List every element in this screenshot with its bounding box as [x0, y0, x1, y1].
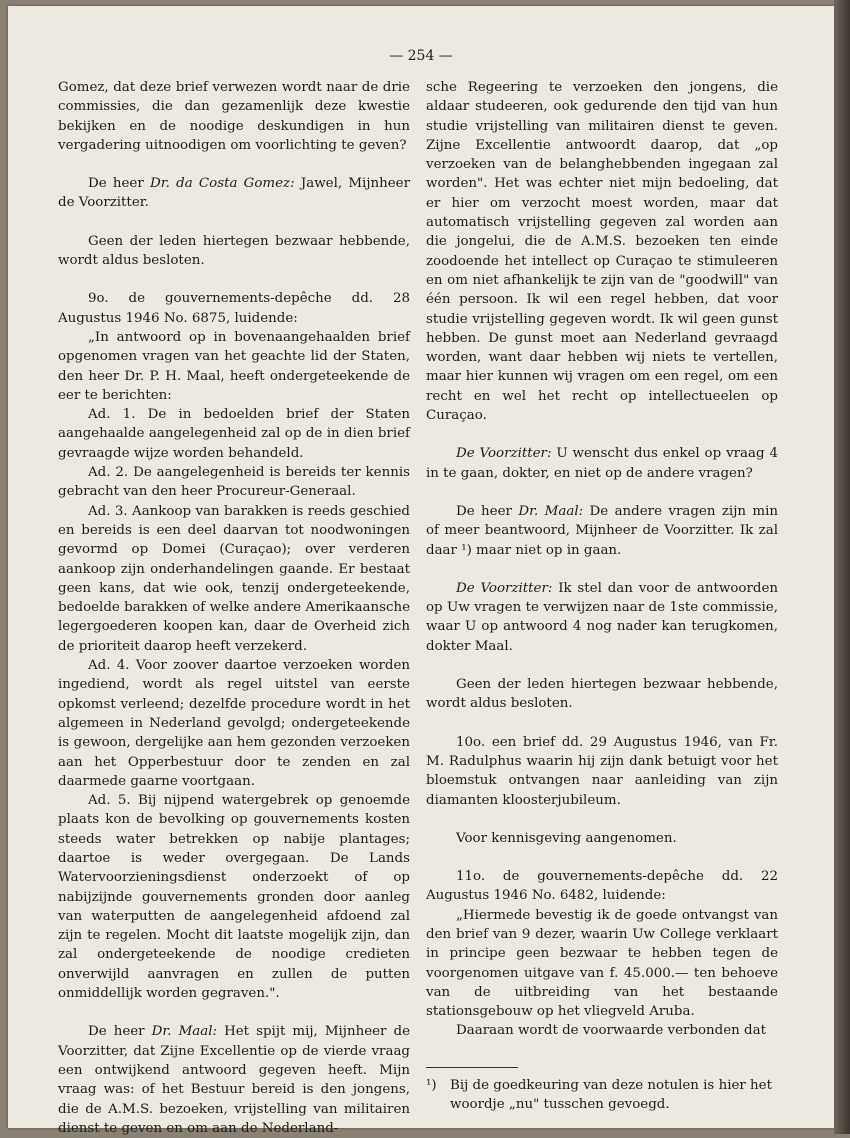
- paragraph: Ad. 2. De aangelegenheid is bereids ter kennis gebracht van den heer Procureur-Generaal.: [58, 465, 410, 500]
- paragraph: 10o. een brief dd. 29 Augustus 1946, van Fr. M. Radulphus waarin hij zijn dank betuigt voor het bloemstuk ontvangen naar aanleiding van zijn diamanten kloosterjubileum.: [426, 734, 778, 808]
- scan-edge: [834, 0, 850, 1134]
- paragraph: De Voorzitter: Ik stel dan voor de antwoorden op Uw vragen te verwijzen naar de 1ste commissie, waar U op antwoord 4 nog nader kan terugkomen, dokter Maal.: [426, 580, 779, 654]
- paragraph: Geen der leden hiertegen bezwaar hebbende, wordt aldus besloten.: [426, 677, 778, 712]
- paragraph: Daaraan wordt de voorwaarde verbonden dat: [456, 1023, 766, 1039]
- paragraph: De heer Dr. Maal: Het spijt mij, Mijnheer de Voorzitter, dat Zijne Excellentie op de vierde vraag een ontwijkend antwoord gegeven heeft. Mijn vraag was: of het Bestuur bereid is den jongens, die de A.M.S. bezoeken, vrijstelling van militairen dienst te geven en om aan de Nederland-: [58, 1024, 410, 1136]
- footnote-divider: [426, 1067, 518, 1068]
- footnote: [426, 1076, 778, 1115]
- footnote-mark: ¹): [426, 1077, 437, 1093]
- paragraph: Gomez, dat deze brief verwezen wordt naar de drie commissies, die dan gezamenlijk deze kwestie bekijken en de noodige deskundigen in hun vergadering uitnoodigen om voorlichting te geven?: [58, 80, 410, 153]
- paragraph: Ad. 4. Voor zoover daartoe verzoeken worden ingediend, wordt als regel uitstel van eerste opkomst verleend; dezelfde procedure wordt in het algemeen in Nederland gevolgd; ondergeteekende is gewoon, dergelijke aan hem gezonden verzoeken aan het Opperbestuur door te zenden en zal daarmede gaarne voortgaan.: [58, 658, 410, 789]
- paragraph: Ad. 1. De in bedoelden brief der Staten aangehaalde aangelegenheid zal op de in dien brief gevraagde wijze worden behandeld.: [58, 407, 410, 461]
- right-column: [426, 78, 778, 1114]
- paragraph: 9o. de gouvernements-depêche dd. 28 Augustus 1946 No. 6875, luidende:: [58, 291, 410, 326]
- paragraph: De heer Dr. da Costa Gomez: Jawel, Mijnheer de Voorzitter.: [58, 176, 410, 211]
- paragraph: De heer Dr. Maal: De andere vragen zijn min of meer beantwoord, Mijnheer de Voorzitter. Ik zal daar ¹) maar niet op in gaan.: [426, 503, 778, 558]
- paragraph: „In antwoord op in bovenaangehaalden brief opgenomen vragen van het geachte lid der Staten, den heer Dr. P. H. Maal, heeft ondergeteekende de eer te berichten:: [58, 329, 410, 403]
- paragraph: De Voorzitter: U wenscht dus enkel op vraag 4 in te gaan, dokter, en niet op de andere vragen?: [426, 446, 778, 481]
- paragraph: Geen der leden hiertegen bezwaar hebbende, wordt aldus besloten.: [58, 233, 410, 269]
- paragraph: 11o. de gouvernements-depêche dd. 22 Augustus 1946 No. 6482, luidende:: [426, 869, 778, 904]
- paragraph: Ad. 5. Bij nijpend watergebrek op genoemde plaats kon de bevolking op gouvernements kosten steeds water betrekken op nabije plantages; daartoe is weder overgegaan. De Lands Watervoorzieningsdienst onderzoekt of op nabijzijnde gouvernements gronden door aanleg van waterputten de aangelegenheid afdoend zal zijn te regelen. Mocht dit laatste mogelijk zijn, dan zal ondergeteekende de noodige credieten onverwijld aanvragen en zullen de putten onmiddellijk worden gegraven.".: [58, 793, 410, 1002]
- paragraph: sche Regeering te verzoeken den jongens, die aldaar studeeren, ook gedurende den tijd van hun studie vrijstelling van militairen dienst te geven. Zijne Excellentie antwoordt daarop, dat „op verzoeken van de belanghebbenden ingegaan zal worden". Het was echter niet mijn bedoeling, dat er hier om verzocht moest worden, maar dat automatisch vrijstelling gegeven zal worden aan die jongelui, die de A.M.S. bezoeken ten einde zoodoende het intellect op Curaçao te stimuleeren en om niet afhankelijk te zijn van de "goodwill" van één persoon. Ik wil een regel hebben, dat voor studie vrijstelling gegeven wordt. Ik wil geen gunst hebben. De gunst moet aan Nederland gevraagd worden, want daar hebben wij niets te vertellen, maar hier kunnen wij vragen om een regel, om een recht en wel het recht op intellectueelen op Curaçao.: [426, 80, 778, 424]
- paragraph: Ad. 3. Aankoop van barakken is reeds geschied en bereids is een deel daarvan tot noodwoningen gevormd op Domei (Curaçao); over verderen aankoop zijn onderhandelingen gaande. Er bestaat geen kans, dat wie ook, tenzij ondergeteekende, bedoelde barakken of welke andere Amerikaansche legergoederen koopen kan, daar de Overheid zich de prioriteit daarop heeft verzekerd.: [58, 503, 410, 654]
- paragraph: Voor kennisgeving aangenomen.: [456, 830, 677, 846]
- footnote-text: Bij de goedkeuring van deze notulen is hier het woordje „nu" tusschen gevoegd.: [450, 1077, 772, 1113]
- document-page: [8, 6, 834, 1136]
- page-number: — 254 —: [389, 48, 453, 64]
- paragraph: „Hiermede bevestig ik de goede ontvangst van den brief van 9 dezer, waarin Uw College verklaart in principe geen bezwaar te hebben tegen de voorgenomen uitgave van f. 45.000.— ten behoeve van de uitbreiding van het bestaande stationsgebouw op het vliegveld Aruba.: [426, 907, 778, 1020]
- left-column: [58, 78, 410, 1138]
